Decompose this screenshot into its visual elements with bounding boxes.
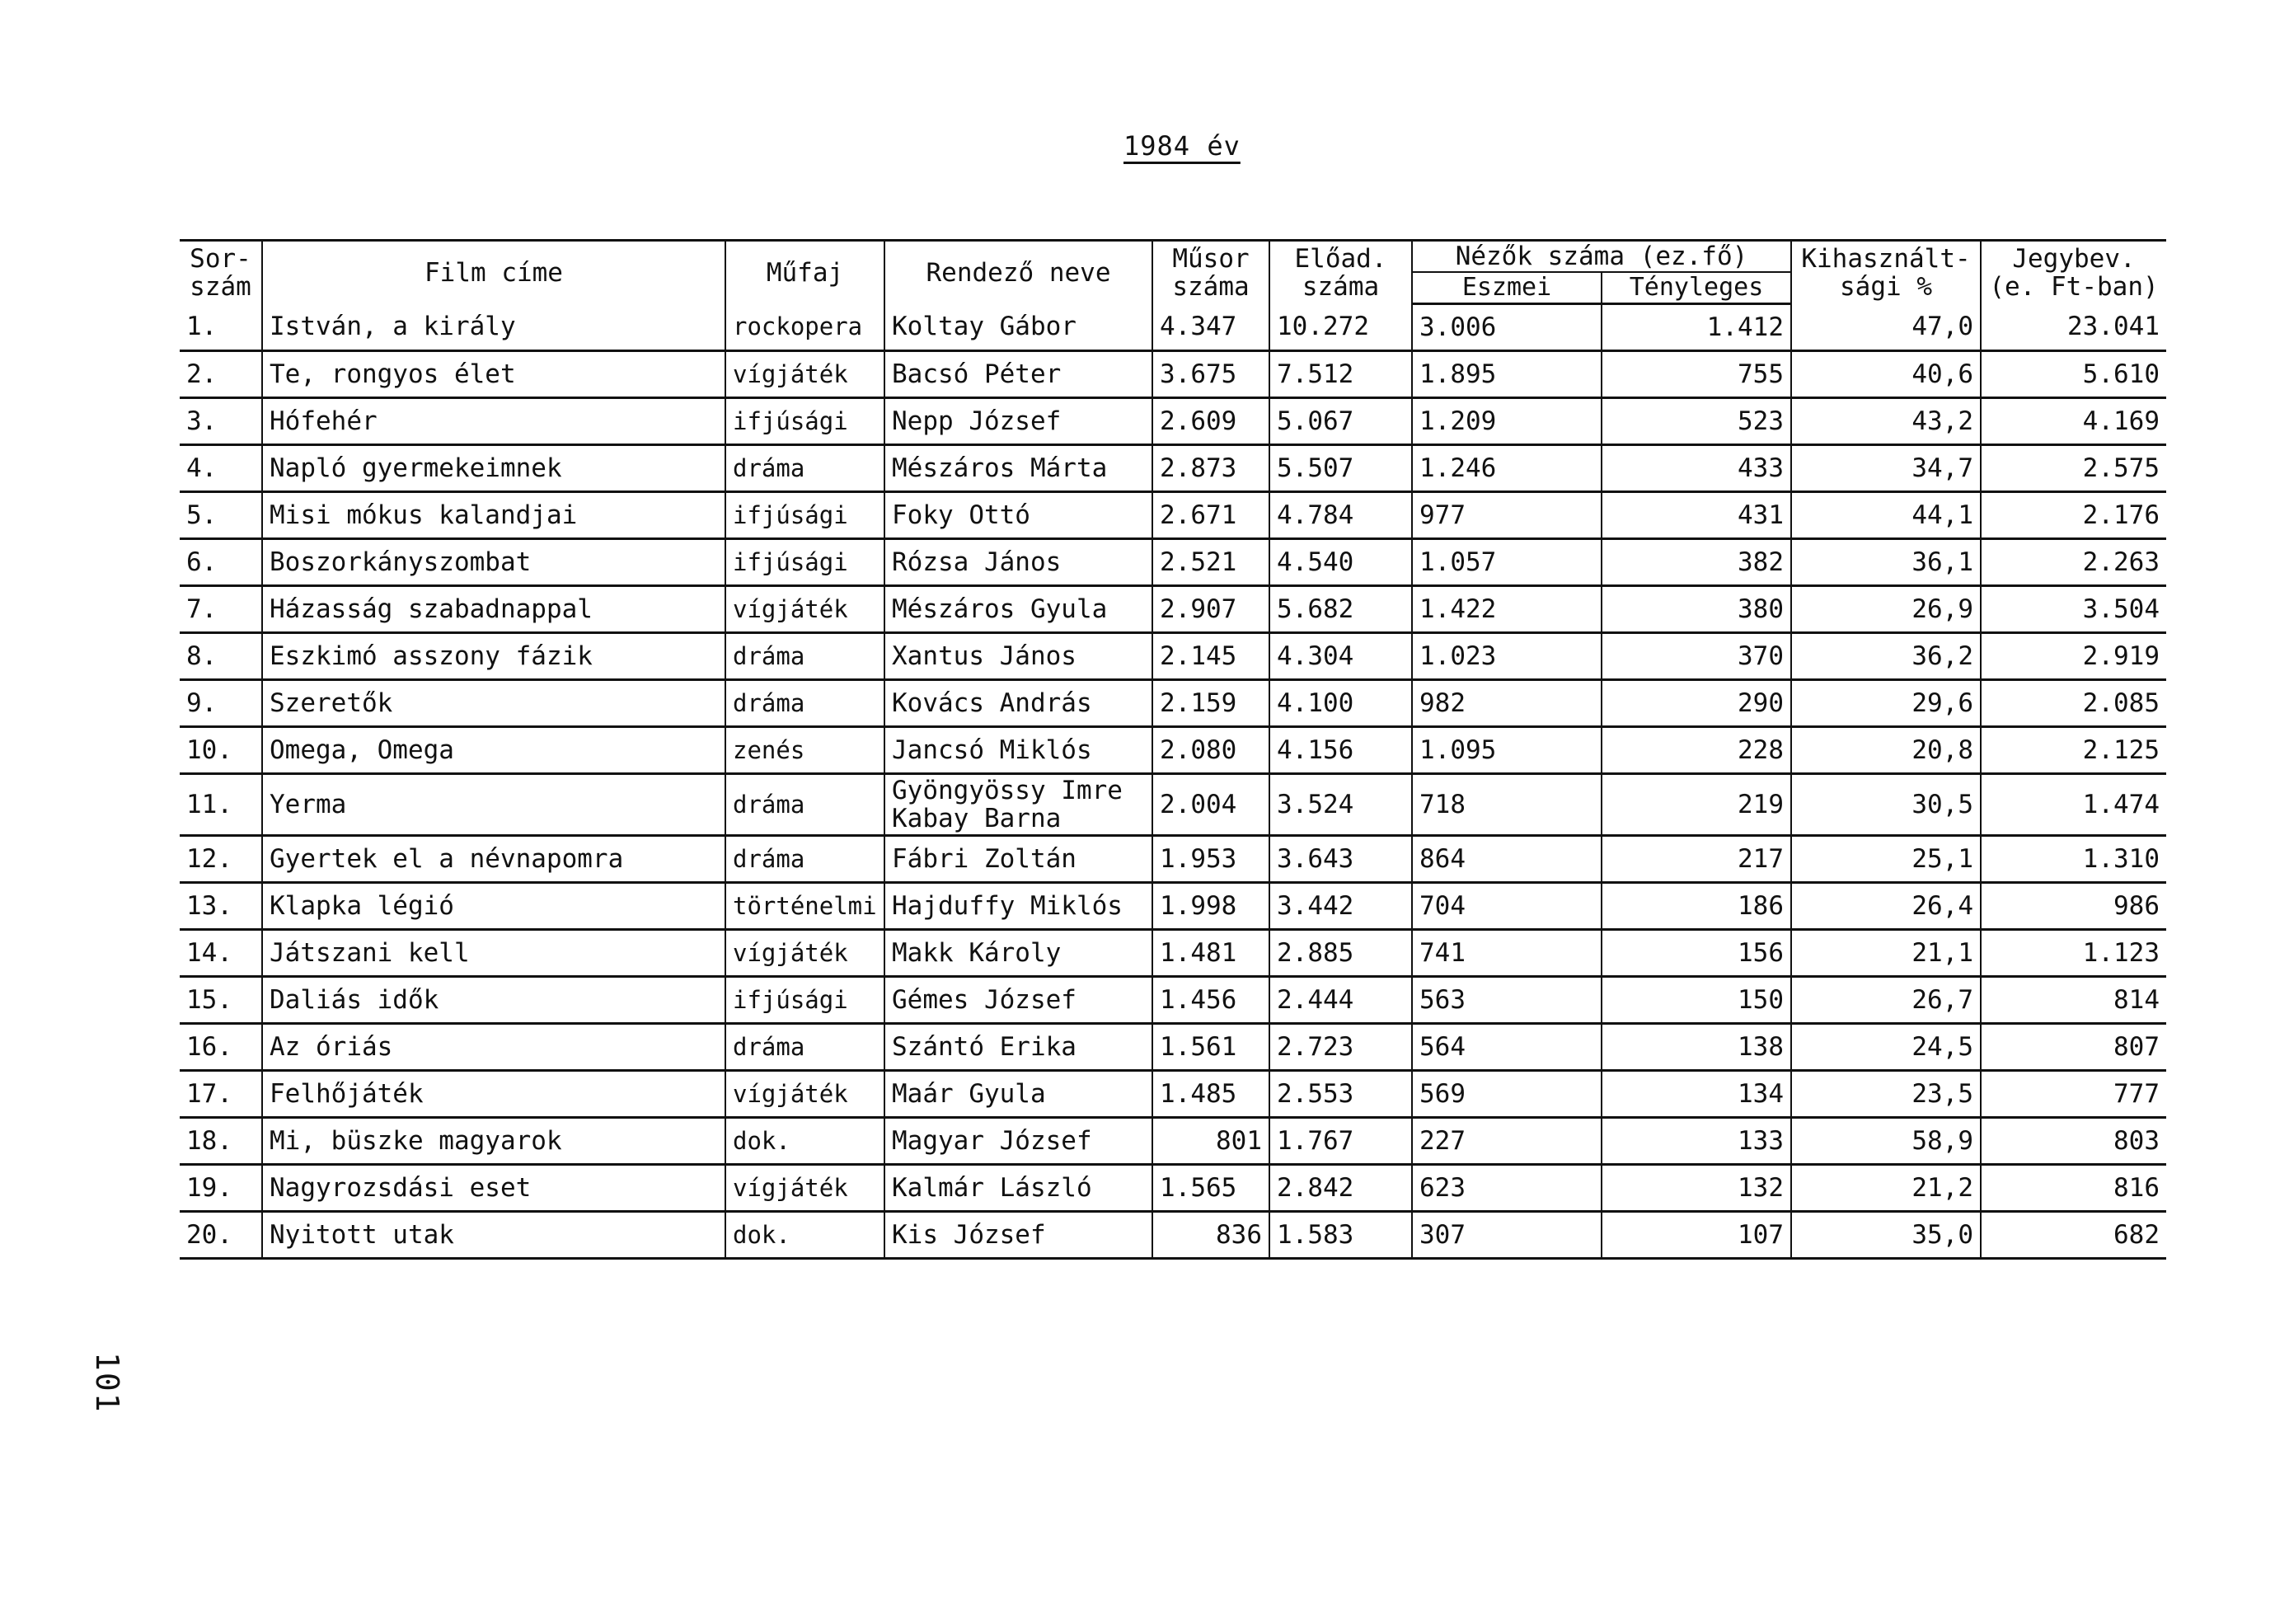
director: Maár Gyula (884, 1071, 1152, 1118)
ticket-revenue: 1.474 (1981, 774, 2166, 836)
film-title: Yerma (262, 774, 725, 836)
table-row (180, 445, 2166, 492)
performance-count: 3.643 (1269, 836, 1412, 883)
viewers-tenyleges: 382 (1602, 539, 1791, 586)
genre: ifjúsági (725, 539, 884, 586)
performance-count: 3.442 (1269, 883, 1412, 930)
performance-count: 5.067 (1269, 398, 1412, 445)
director-line-1: Gyöngyössy Imre (892, 776, 1123, 805)
ticket-revenue: 816 (1981, 1165, 2166, 1212)
header-director: Rendező neve (884, 241, 1152, 304)
utilization-pct: 35,0 (1791, 1212, 1981, 1259)
table-row (180, 304, 2166, 351)
viewers-eszmei: 1.209 (1412, 398, 1602, 445)
row-number: 9. (180, 680, 262, 727)
performance-count: 4.156 (1269, 727, 1412, 774)
performance-count: 2.885 (1269, 930, 1412, 977)
genre: ifjúsági (725, 492, 884, 539)
viewers-eszmei: 564 (1412, 1024, 1602, 1071)
ticket-revenue: 777 (1981, 1071, 2166, 1118)
film-title: Napló gyermekeimnek (262, 445, 725, 492)
row-number: 20. (180, 1212, 262, 1259)
utilization-pct: 29,6 (1791, 680, 1981, 727)
table-row (180, 351, 2166, 398)
table-row (180, 398, 2166, 445)
viewers-tenyleges: 156 (1602, 930, 1791, 977)
utilization-pct: 58,9 (1791, 1118, 1981, 1165)
director: Nepp József (884, 398, 1152, 445)
performance-count: 2.444 (1269, 977, 1412, 1024)
utilization-pct: 21,2 (1791, 1165, 1981, 1212)
viewers-eszmei: 569 (1412, 1071, 1602, 1118)
film-title: Az óriás (262, 1024, 725, 1071)
program-count: 2.873 (1152, 445, 1269, 492)
header-sorszam: Sor- szám (180, 241, 262, 304)
viewers-eszmei: 1.246 (1412, 445, 1602, 492)
viewers-tenyleges: 380 (1602, 586, 1791, 633)
utilization-pct: 30,5 (1791, 774, 1981, 836)
ticket-revenue: 4.169 (1981, 398, 2166, 445)
viewers-tenyleges: 133 (1602, 1118, 1791, 1165)
program-count: 2.609 (1152, 398, 1269, 445)
genre: vígjáték (725, 1071, 884, 1118)
utilization-pct: 26,4 (1791, 883, 1981, 930)
row-number: 2. (180, 351, 262, 398)
viewers-tenyleges: 134 (1602, 1071, 1791, 1118)
row-number: 18. (180, 1118, 262, 1165)
row-number: 1. (180, 304, 262, 351)
director: Rózsa János (884, 539, 1152, 586)
director: Mészáros Gyula (884, 586, 1152, 633)
program-count: 836 (1152, 1212, 1269, 1259)
genre: rockopera (725, 304, 884, 351)
utilization-pct: 40,6 (1791, 351, 1981, 398)
program-count: 2.907 (1152, 586, 1269, 633)
program-count: 1.485 (1152, 1071, 1269, 1118)
program-count: 2.671 (1152, 492, 1269, 539)
utilization-pct: 24,5 (1791, 1024, 1981, 1071)
film-title: Omega, Omega (262, 727, 725, 774)
genre: dráma (725, 633, 884, 680)
ticket-revenue: 2.263 (1981, 539, 2166, 586)
utilization-pct: 25,1 (1791, 836, 1981, 883)
table-row (180, 977, 2166, 1024)
viewers-tenyleges: 228 (1602, 727, 1791, 774)
program-count: 1.565 (1152, 1165, 1269, 1212)
table-row (180, 836, 2166, 883)
header-genre: Műfaj (725, 241, 884, 304)
row-number: 15. (180, 977, 262, 1024)
viewers-eszmei: 623 (1412, 1165, 1602, 1212)
performance-count: 7.512 (1269, 351, 1412, 398)
viewers-eszmei: 864 (1412, 836, 1602, 883)
viewers-tenyleges: 523 (1602, 398, 1791, 445)
genre: dráma (725, 445, 884, 492)
viewers-eszmei: 563 (1412, 977, 1602, 1024)
program-count: 1.481 (1152, 930, 1269, 977)
viewers-eszmei: 977 (1412, 492, 1602, 539)
header-viewers: Nézők száma (ez.fő) (1412, 241, 1791, 273)
program-count: 2.004 (1152, 774, 1269, 836)
ticket-revenue: 2.575 (1981, 445, 2166, 492)
performance-count: 4.540 (1269, 539, 1412, 586)
film-title: Játszani kell (262, 930, 725, 977)
director: Bacsó Péter (884, 351, 1152, 398)
performance-count: 5.507 (1269, 445, 1412, 492)
row-number: 8. (180, 633, 262, 680)
genre: vígjáték (725, 1165, 884, 1212)
program-count: 2.159 (1152, 680, 1269, 727)
viewers-tenyleges: 433 (1602, 445, 1791, 492)
director: Koltay Gábor (884, 304, 1152, 351)
ticket-revenue: 2.176 (1981, 492, 2166, 539)
genre: dráma (725, 680, 884, 727)
film-title: Szeretők (262, 680, 725, 727)
director: Makk Károly (884, 930, 1152, 977)
utilization-pct: 47,0 (1791, 304, 1981, 351)
header-film-title: Film címe (262, 241, 725, 304)
film-title: Felhőjáték (262, 1071, 725, 1118)
table-row (180, 1118, 2166, 1165)
program-count: 1.561 (1152, 1024, 1269, 1071)
ticket-revenue: 1.123 (1981, 930, 2166, 977)
table-row (180, 539, 2166, 586)
utilization-pct: 43,2 (1791, 398, 1981, 445)
film-title: Mi, büszke magyarok (262, 1118, 725, 1165)
viewers-tenyleges: 107 (1602, 1212, 1791, 1259)
row-number: 5. (180, 492, 262, 539)
director (884, 774, 1152, 836)
viewers-eszmei: 982 (1412, 680, 1602, 727)
utilization-pct: 20,8 (1791, 727, 1981, 774)
viewers-eszmei: 1.422 (1412, 586, 1602, 633)
program-count: 2.080 (1152, 727, 1269, 774)
performance-count: 1.583 (1269, 1212, 1412, 1259)
director: Kis József (884, 1212, 1152, 1259)
program-count: 4.347 (1152, 304, 1269, 351)
table-row (180, 492, 2166, 539)
performance-count: 4.784 (1269, 492, 1412, 539)
utilization-pct: 21,1 (1791, 930, 1981, 977)
ticket-revenue: 814 (1981, 977, 2166, 1024)
row-number: 3. (180, 398, 262, 445)
film-title: Házasság szabadnappal (262, 586, 725, 633)
genre: ifjúsági (725, 977, 884, 1024)
performance-count: 3.524 (1269, 774, 1412, 836)
genre: vígjáték (725, 351, 884, 398)
film-title: Hófehér (262, 398, 725, 445)
utilization-pct: 23,5 (1791, 1071, 1981, 1118)
director: Gémes József (884, 977, 1152, 1024)
table-row (180, 680, 2166, 727)
viewers-tenyleges: 150 (1602, 977, 1791, 1024)
viewers-eszmei: 1.095 (1412, 727, 1602, 774)
row-number: 10. (180, 727, 262, 774)
table-row (180, 633, 2166, 680)
film-title: Nagyrozsdási eset (262, 1165, 725, 1212)
performance-count: 4.304 (1269, 633, 1412, 680)
header-performance-count: Előad. száma (1269, 241, 1412, 304)
viewers-tenyleges: 290 (1602, 680, 1791, 727)
ticket-revenue: 986 (1981, 883, 2166, 930)
performance-count: 2.723 (1269, 1024, 1412, 1071)
film-statistics-table-wrapper (180, 239, 2166, 1260)
ticket-revenue: 23.041 (1981, 304, 2166, 351)
viewers-tenyleges: 217 (1602, 836, 1791, 883)
row-number: 19. (180, 1165, 262, 1212)
utilization-pct: 36,2 (1791, 633, 1981, 680)
film-title: Te, rongyos élet (262, 351, 725, 398)
header-program-count: Műsor száma (1152, 241, 1269, 304)
header-utilization: Kihasznált- sági % (1791, 241, 1981, 304)
table-row (180, 930, 2166, 977)
row-number: 16. (180, 1024, 262, 1071)
utilization-pct: 26,7 (1791, 977, 1981, 1024)
genre: dok. (725, 1118, 884, 1165)
viewers-tenyleges: 132 (1602, 1165, 1791, 1212)
genre: zenés (725, 727, 884, 774)
film-title: István, a király (262, 304, 725, 351)
ticket-revenue: 2.125 (1981, 727, 2166, 774)
viewers-eszmei: 3.006 (1412, 304, 1602, 351)
genre: történelmi (725, 883, 884, 930)
ticket-revenue: 3.504 (1981, 586, 2166, 633)
row-number: 6. (180, 539, 262, 586)
page-title: 1984 év (1123, 130, 1241, 162)
genre: dráma (725, 836, 884, 883)
film-title: Eszkimó asszony fázik (262, 633, 725, 680)
table-row (180, 586, 2166, 633)
table-row (180, 1024, 2166, 1071)
director: Foky Ottó (884, 492, 1152, 539)
program-count: 3.675 (1152, 351, 1269, 398)
viewers-tenyleges: 138 (1602, 1024, 1791, 1071)
table-row (180, 883, 2166, 930)
row-number: 17. (180, 1071, 262, 1118)
director: Magyar József (884, 1118, 1152, 1165)
header-eszmei: Eszmei (1412, 272, 1602, 304)
film-title: Misi mókus kalandjai (262, 492, 725, 539)
viewers-eszmei: 718 (1412, 774, 1602, 836)
performance-count: 5.682 (1269, 586, 1412, 633)
row-number: 11. (180, 774, 262, 836)
genre: ifjúsági (725, 398, 884, 445)
performance-count: 4.100 (1269, 680, 1412, 727)
director: Xantus János (884, 633, 1152, 680)
program-count: 801 (1152, 1118, 1269, 1165)
genre: dráma (725, 1024, 884, 1071)
viewers-tenyleges: 219 (1602, 774, 1791, 836)
utilization-pct: 34,7 (1791, 445, 1981, 492)
header-tenyleges: Tényleges (1602, 272, 1791, 304)
table-row (180, 774, 2166, 836)
ticket-revenue: 2.085 (1981, 680, 2166, 727)
performance-count: 2.842 (1269, 1165, 1412, 1212)
utilization-pct: 44,1 (1791, 492, 1981, 539)
director: Hajduffy Miklós (884, 883, 1152, 930)
director: Mészáros Márta (884, 445, 1152, 492)
film-title: Klapka légió (262, 883, 725, 930)
film-statistics-table (180, 239, 2166, 1260)
director: Kovács András (884, 680, 1152, 727)
row-number: 4. (180, 445, 262, 492)
table-row (180, 1212, 2166, 1259)
table-row (180, 1071, 2166, 1118)
program-count: 1.953 (1152, 836, 1269, 883)
director: Szántó Erika (884, 1024, 1152, 1071)
genre: vígjáték (725, 586, 884, 633)
table-body (180, 304, 2166, 1259)
director: Fábri Zoltán (884, 836, 1152, 883)
program-count: 2.145 (1152, 633, 1269, 680)
viewers-tenyleges: 431 (1602, 492, 1791, 539)
viewers-tenyleges: 370 (1602, 633, 1791, 680)
ticket-revenue: 807 (1981, 1024, 2166, 1071)
viewers-eszmei: 741 (1412, 930, 1602, 977)
viewers-eszmei: 1.057 (1412, 539, 1602, 586)
viewers-eszmei: 1.895 (1412, 351, 1602, 398)
performance-count: 2.553 (1269, 1071, 1412, 1118)
ticket-revenue: 1.310 (1981, 836, 2166, 883)
film-title: Boszorkányszombat (262, 539, 725, 586)
director: Jancsó Miklós (884, 727, 1152, 774)
director: Kalmár László (884, 1165, 1152, 1212)
utilization-pct: 26,9 (1791, 586, 1981, 633)
row-number: 13. (180, 883, 262, 930)
program-count: 1.998 (1152, 883, 1269, 930)
ticket-revenue: 803 (1981, 1118, 2166, 1165)
ticket-revenue: 682 (1981, 1212, 2166, 1259)
viewers-tenyleges: 755 (1602, 351, 1791, 398)
ticket-revenue: 5.610 (1981, 351, 2166, 398)
program-count: 2.521 (1152, 539, 1269, 586)
viewers-eszmei: 227 (1412, 1118, 1602, 1165)
viewers-eszmei: 307 (1412, 1212, 1602, 1259)
genre: dráma (725, 774, 884, 836)
utilization-pct: 36,1 (1791, 539, 1981, 586)
header-ticket-revenue: Jegybev. (e. Ft-ban) (1981, 241, 2166, 304)
ticket-revenue: 2.919 (1981, 633, 2166, 680)
table-row (180, 727, 2166, 774)
genre: dok. (725, 1212, 884, 1259)
page-number: 101 (89, 1352, 125, 1414)
table-row (180, 1165, 2166, 1212)
viewers-eszmei: 704 (1412, 883, 1602, 930)
performance-count: 1.767 (1269, 1118, 1412, 1165)
row-number: 7. (180, 586, 262, 633)
viewers-eszmei: 1.023 (1412, 633, 1602, 680)
program-count: 1.456 (1152, 977, 1269, 1024)
film-title: Gyertek el a névnapomra (262, 836, 725, 883)
row-number: 12. (180, 836, 262, 883)
genre: vígjáték (725, 930, 884, 977)
director-line-2: Kabay Barna (892, 804, 1062, 833)
film-title: Nyitott utak (262, 1212, 725, 1259)
viewers-tenyleges: 1.412 (1602, 304, 1791, 351)
performance-count: 10.272 (1269, 304, 1412, 351)
row-number: 14. (180, 930, 262, 977)
film-title: Daliás idők (262, 977, 725, 1024)
viewers-tenyleges: 186 (1602, 883, 1791, 930)
